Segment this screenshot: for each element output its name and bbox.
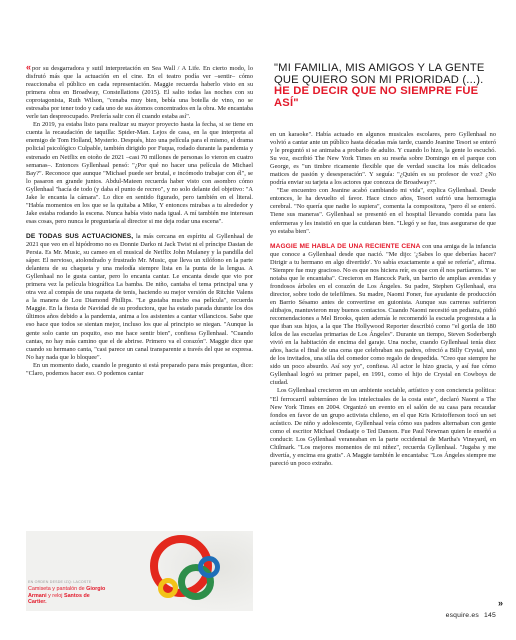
body-paragraph: en un karaoke". Había actuado en algunos musicales escolares, pero Gyllenhaal no volvió a cantar ante un público hasta décadas más tarde, cuando Jeanine Tesori se enteró y le preguntó si se animaba a probarlo de adulto. Y cuando lo hizo, la gente lo escuchó. Su voz, escribió The New York Times en su reseña sobre Domingo en el parque con George, es "un timbre ricamente flexible que de verdad suscita los más delicados matices de pasión y desesperación". Y seguía: "¿Quién es su profesor de voz? ¿No podría enviar su tarjeta a los actores que conozca de Broadway?". xyxy=(270,131,496,187)
body-paragraph: «por su desgarradora y sutil interpretación en Sea Wall / A Life. En cierto modo, lo disfrutó más que la actuación en el cine. En el teatro podía ver –sentir– cómo reaccionaba el público en cada representación. Maggie recuerda haberlo visto en su primera obra en Broadway, Constellations (2015). El salto todas las noches con su coprotagonista, Ruth Wilson, "cenaba muy bien, bebía una botella de vino, no se estresaba por tener todo y cada uno de sus átomos concentrados en la obra. Me encantaba verle tan despreocupado. Prefería salir con él cuando estaba así". xyxy=(26,63,253,121)
page-number: 145 xyxy=(484,612,496,619)
section-paragraph: MAGGIE ME HABLA DE UNA RECIENTE CENA con una amiga de la infancia que conoce a Gyllenhaal desde que nació. "Me dijo: '¿Sabes lo que deberías hacer? Dirigir a tu hermano en algo divertido'. Yo sabía exactamente a qué se refería", afirma. "Siempre fue muy gracioso. No es que nos hiciera reír, es que con él nos partíamos. Y se notaba que le encantaba". Crecieron en Hancock Park, un barrio de amplias avenidas y frondosos árboles en el corazón de Los Ángeles. Su padre, Stephen Gyllenhaal, era director, sobre todo de telefilmes. Su madre, Naomi Foner, fue ayudante de producción en Barrio Sésamo antes de convertirse en guionista. Aunque sus carreras sufrieron altibajos, mantuvieron muy buenos contactos. Cuando Naomi necesitó un pediatra, pidió recomendaciones a Mel Brooks, quien además le recomendó la escuela progresista a la que iban sus hijos, a la que The Hollywood Reporter describió como "el gorila de 180 kilos de las escuelas primarias de Los Ángeles". Durante un tiempo, Steven Soderbergh vivió en la habitación de encima del garaje. Una noche, cuando Gyllenhaal tenía diez años, hacia el final de una cena que celebraban sus padres, ofreció a Billy Crystal, uno de los invitados, una silla del comedor como regalo de despedida. "Creo que siempre he sido un poco absurdo. Así soy yo", confiesa. Al actor le hizo gracia, y así fue cómo Gyllenhaal logró su primer papel, en 1991, como el hijo de Crystal en Cowboys de ciudad. xyxy=(270,242,496,387)
pull-quote-emphasis: HE DE DECIR QUE NO SIEMPRE FUE ASÍ" xyxy=(274,85,479,109)
continuation-mark-icon: « xyxy=(26,63,32,72)
pull-quote xyxy=(274,63,492,109)
pull-quote-main: "MI FAMILIA, MIS AMIGOS Y LA GENTE QUE QUIERO SON MI PRIORIDAD (...). xyxy=(274,62,485,86)
photo-caption: EN ORDEN DESDE IZQ: LACOSTE Camiseta y pantalón de Giorgio Armani y reloj Santos de Cartier. xyxy=(28,579,108,606)
section-paragraph: DE TODAS SUS ACTUACIONES, la más cercana en espíritu al Gyllenhaal de 2021 que veo en el hipódromo no es Donnie Darko ni Jack Twist ni el príncipe Dastan de Persia. Es Mr. Music, su cameo en el musical de Netflix John Mulaney y la pandilla del sáper. El nervioso, atolondrado y frustrado Mr. Music, que lleva un xilófono en la parte delantera de su chaqueta y una melodía siempre lista en la punta de la lengua. A Gyllenhaal no le gusta cantar, pero lo encanta cantar. Le encanta desde que vio por primera vez la película biográfica La bamba. De niño, cantaba el tema principal una y otra vez al compás de una raqueta de tenis, haciendo su mejor versión de Ritchie Valens a la manera de Lou Diamond Phillips. "Le gustaba mucho esa película", recuerda Maggie. En la fiesta de Navidad de su productora, que ha estado parada durante los dos últimos años debido a la pandemia, anima a los asistentes a cantar villancicos. Sabe que eso hace que todos se sientan mejor, incluso los que al principio se niegan. "Aunque la gente solo cante un poquito, eso me hace sentir bien", confiesa Gyllenhaal. "Cuando cantas, no hay más camino que el de abrirse. Primero va el corazón". Maggie dice que cuando su hermano canta, "casi parece un canal transparente a través del que se expresa. No hay nada que lo bloquee". xyxy=(26,232,253,361)
footer-site: esquire.es xyxy=(445,612,479,619)
page-footer xyxy=(440,612,496,619)
blue-ring-object xyxy=(198,556,220,578)
photo-credit: EN ORDEN DESDE IZQ: LACOSTE xyxy=(28,580,92,584)
section-lead-in: MAGGIE ME HABLA DE UNA RECIENTE CENA xyxy=(270,242,421,250)
section-lead-in: DE TODAS SUS ACTUACIONES, xyxy=(26,232,134,240)
body-paragraph: Los Gyllenhaal crecieron en un ambiente sociable, artístico y con conciencia política: "El ferrocarril subterráneo de los intelectuales de la costa este", declaró Naomi a The New York Times en 2004. Organizó un evento en el salón de su casa para recaudar fondos en favor de un grupo activista chileno, en el que Kris Kristofferson tocó un set acústico. De niño y adolescente, Gyllenhaal veía cómo sus padres alternaban con gente como el escritor Michael Ondaatje o Ted Danson. Fue Paul Newman quien le enseñó a conducir. Los Gyllenhaal veraneaban en la parte occidental de Martha's Vineyard, en Chilmark. "Los mejores momentos de mi niñez", recuerda Gyllenhaal. "Jugaba y me divertía, y encima era gratis". A Maggie también le encantaba: "Los Ángeles siempre me pareció un poco extraño. xyxy=(270,387,496,467)
article-column-left xyxy=(26,63,253,523)
body-paragraph: En 2019, ya estaba listo para realizar su mayor proyecto hasta la fecha, si se tiene en cuenta la recaudación de taquilla: Spider-Man. Lejos de casa, en la que interpreta al enemigo de Tom Holland, Mysterio. Después, hizo una película para el mismo, el drama policial psicológico Culpable, también dirigido por Fuqua, rodado durante la pandemia y estrenado en Netflix en otoño de 2021 –casi 70 millones de personas lo vieron en cuatro semanas–. Entonces Gyllenhaal pensó: "¿Por qué no hacer una película de Michael Bay?". Reconoce que aunque "Michael puede ser brutal, e incómodo trabajar con él", se lo pasaron en grande juntos. Abdul-Mateen recuerda haber visto con asombro cómo Gyllenhaal "hacía de todo (y daba el punto de recreo", y no solo delante del objetivo: "A Jake le encanta la cámara". Lo dice en sentido figurado, pero también en el literal. "Había momentos en los que se la quitaba a Mike, Y entonces mirabas a tu alrededor y Jake estaba rodando la escena. Nunca había visto nada igual. A mí también me interesan esas cosas, pero nunca le preguntaría al director si me deja rodar una escena". xyxy=(26,121,253,225)
article-column-right xyxy=(270,131,496,586)
body-paragraph: En un momento dado, cuando le pregunto si está preparado para más preguntas, dice: "Claro, podemos hacer eso. O podemos cantar xyxy=(26,361,253,377)
caption-brand: Giorgio Armani xyxy=(28,586,106,599)
end-mark-icon: » xyxy=(498,598,504,608)
yellow-ring-object xyxy=(158,578,178,598)
caption-brand: Santos de Cartier. xyxy=(28,592,90,606)
body-paragraph: "Ese encuentro con Jeanine acabó cambiando mi vida", explica Gyllenhaal. Desde entonces, le ha devuelto el favor. Hace cinco años, Tesori sufrió una hemorragia cerebral. "No quería que nadie lo supiera", comenta la compositora, "pero él se enteró. Tiene sus maneras". Gyllenhaal se presentó en el hospital llevando comida para las enfermeras y les insistió en que la cuidaran bien. "Llegó y se fue, tras asegurarse de que yo estaba bien". xyxy=(270,187,496,235)
